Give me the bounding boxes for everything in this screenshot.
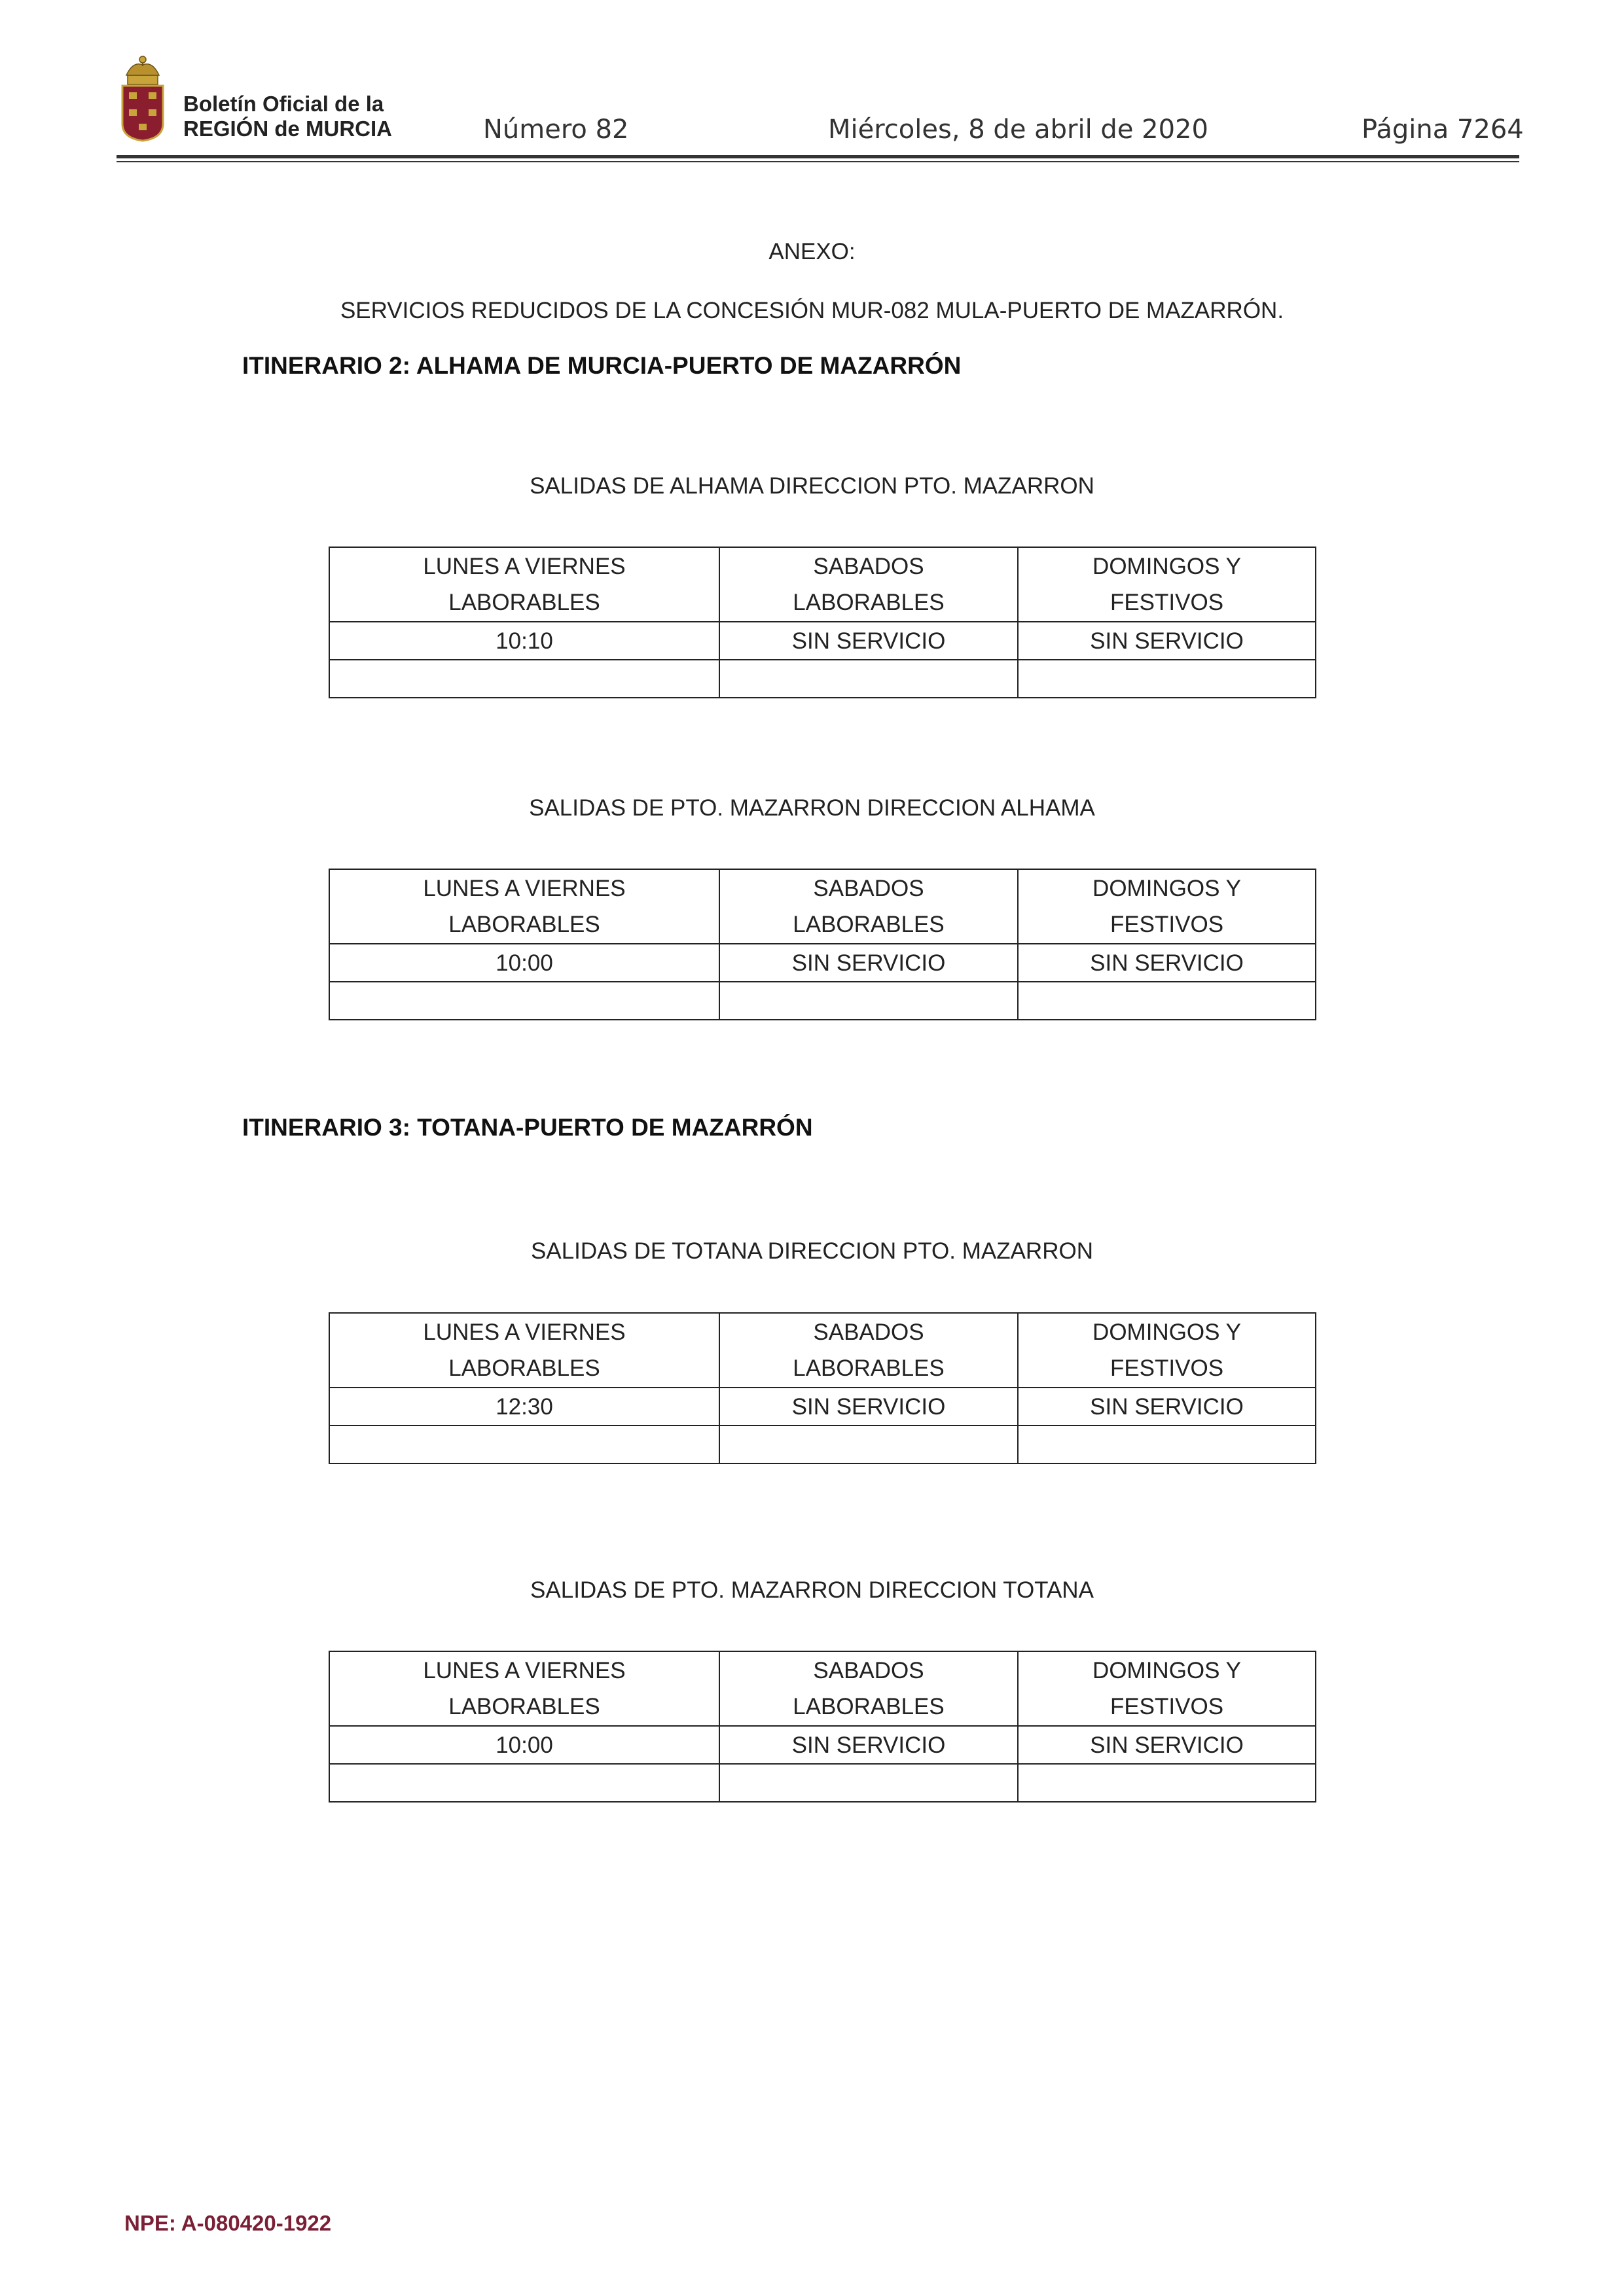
header-cell-weekdays: LUNES A VIERNES LABORABLES	[329, 869, 719, 944]
table-caption: SALIDAS DE ALHAMA DIRECCION PTO. MAZARRON	[530, 473, 1094, 499]
table-caption: SALIDAS DE TOTANA DIRECCION PTO. MAZARRON	[531, 1238, 1093, 1264]
schedule-table	[329, 547, 1316, 698]
table-cell-empty	[329, 1426, 719, 1463]
page-number: Página 7264	[1362, 115, 1524, 145]
page-header	[0, 0, 1624, 170]
table-cell: SIN SERVICIO	[1018, 944, 1316, 982]
table-cell: SIN SERVICIO	[1018, 1726, 1316, 1764]
table-cell-empty	[329, 982, 719, 1020]
header-cell-saturdays: SABADOS LABORABLES	[719, 1651, 1018, 1726]
itinerary-3-heading: ITINERARIO 3: TOTANA-PUERTO DE MAZARRÓN	[242, 1114, 813, 1141]
table-cell-empty	[719, 1426, 1018, 1463]
table-empty-row	[329, 1764, 1316, 1802]
table-cell-empty	[1018, 982, 1316, 1020]
schedule-table	[329, 869, 1316, 1020]
header-cell-weekdays: LUNES A VIERNES LABORABLES	[329, 1313, 719, 1388]
annex-label: ANEXO:	[768, 239, 856, 264]
table-cell: 10:00	[329, 1726, 719, 1764]
table-caption: SALIDAS DE PTO. MAZARRON DIRECCION ALHAMA	[529, 795, 1095, 821]
annex-title: SERVICIOS REDUCIDOS DE LA CONCESIÓN MUR-082 MULA-PUERTO DE MAZARRÓN.	[340, 298, 1284, 323]
table-row	[329, 944, 1316, 982]
table-cell-empty	[1018, 660, 1316, 698]
table-cell: 10:10	[329, 622, 719, 660]
table-header-row	[329, 1651, 1316, 1726]
table-row	[329, 622, 1316, 660]
table-header-row	[329, 1313, 1316, 1388]
header-rule-thick	[117, 155, 1519, 158]
header-rule-thin	[117, 161, 1519, 162]
header-cell-sundays: DOMINGOS Y FESTIVOS	[1018, 547, 1316, 622]
table-header-row	[329, 869, 1316, 944]
publication-title-line2: REGIÓN de MURCIA	[183, 117, 393, 141]
table-cell-empty	[719, 1764, 1018, 1802]
table-cell-empty	[1018, 1764, 1316, 1802]
header-cell-saturdays: SABADOS LABORABLES	[719, 1313, 1018, 1388]
table-header-row	[329, 547, 1316, 622]
issue-date: Miércoles, 8 de abril de 2020	[828, 115, 1208, 145]
table-cell-empty	[719, 660, 1018, 698]
table-caption: SALIDAS DE PTO. MAZARRON DIRECCION TOTANA	[530, 1577, 1094, 1603]
schedule-table	[329, 1651, 1316, 1803]
table-cell: SIN SERVICIO	[719, 1388, 1018, 1426]
header-cell-sundays: DOMINGOS Y FESTIVOS	[1018, 869, 1316, 944]
table-empty-row	[329, 660, 1316, 698]
npe-code: NPE: A-080420-1922	[124, 2211, 332, 2235]
header-cell-saturdays: SABADOS LABORABLES	[719, 869, 1018, 944]
region-crest-icon	[120, 56, 166, 142]
table-cell-empty	[719, 982, 1018, 1020]
publication-title	[183, 92, 392, 141]
publication-title-line1: Boletín Oficial de la	[183, 92, 384, 116]
table-empty-row	[329, 1426, 1316, 1463]
table-cell: SIN SERVICIO	[719, 1726, 1018, 1764]
schedule-table	[329, 1312, 1316, 1464]
itinerary-2-heading: ITINERARIO 2: ALHAMA DE MURCIA-PUERTO DE MAZARRÓN	[242, 352, 962, 379]
issue-number: Número 82	[483, 115, 629, 145]
table-cell: SIN SERVICIO	[719, 622, 1018, 660]
table-empty-row	[329, 982, 1316, 1020]
table-cell: SIN SERVICIO	[1018, 622, 1316, 660]
table-cell-empty	[1018, 1426, 1316, 1463]
header-cell-sundays: DOMINGOS Y FESTIVOS	[1018, 1313, 1316, 1388]
header-cell-weekdays: LUNES A VIERNES LABORABLES	[329, 547, 719, 622]
table-cell-empty	[329, 660, 719, 698]
table-cell: SIN SERVICIO	[719, 944, 1018, 982]
table-cell: 10:00	[329, 944, 719, 982]
header-cell-saturdays: SABADOS LABORABLES	[719, 547, 1018, 622]
table-cell: 12:30	[329, 1388, 719, 1426]
table-cell-empty	[329, 1764, 719, 1802]
header-cell-weekdays: LUNES A VIERNES LABORABLES	[329, 1651, 719, 1726]
table-row	[329, 1726, 1316, 1764]
header-cell-sundays: DOMINGOS Y FESTIVOS	[1018, 1651, 1316, 1726]
table-row	[329, 1388, 1316, 1426]
table-cell: SIN SERVICIO	[1018, 1388, 1316, 1426]
